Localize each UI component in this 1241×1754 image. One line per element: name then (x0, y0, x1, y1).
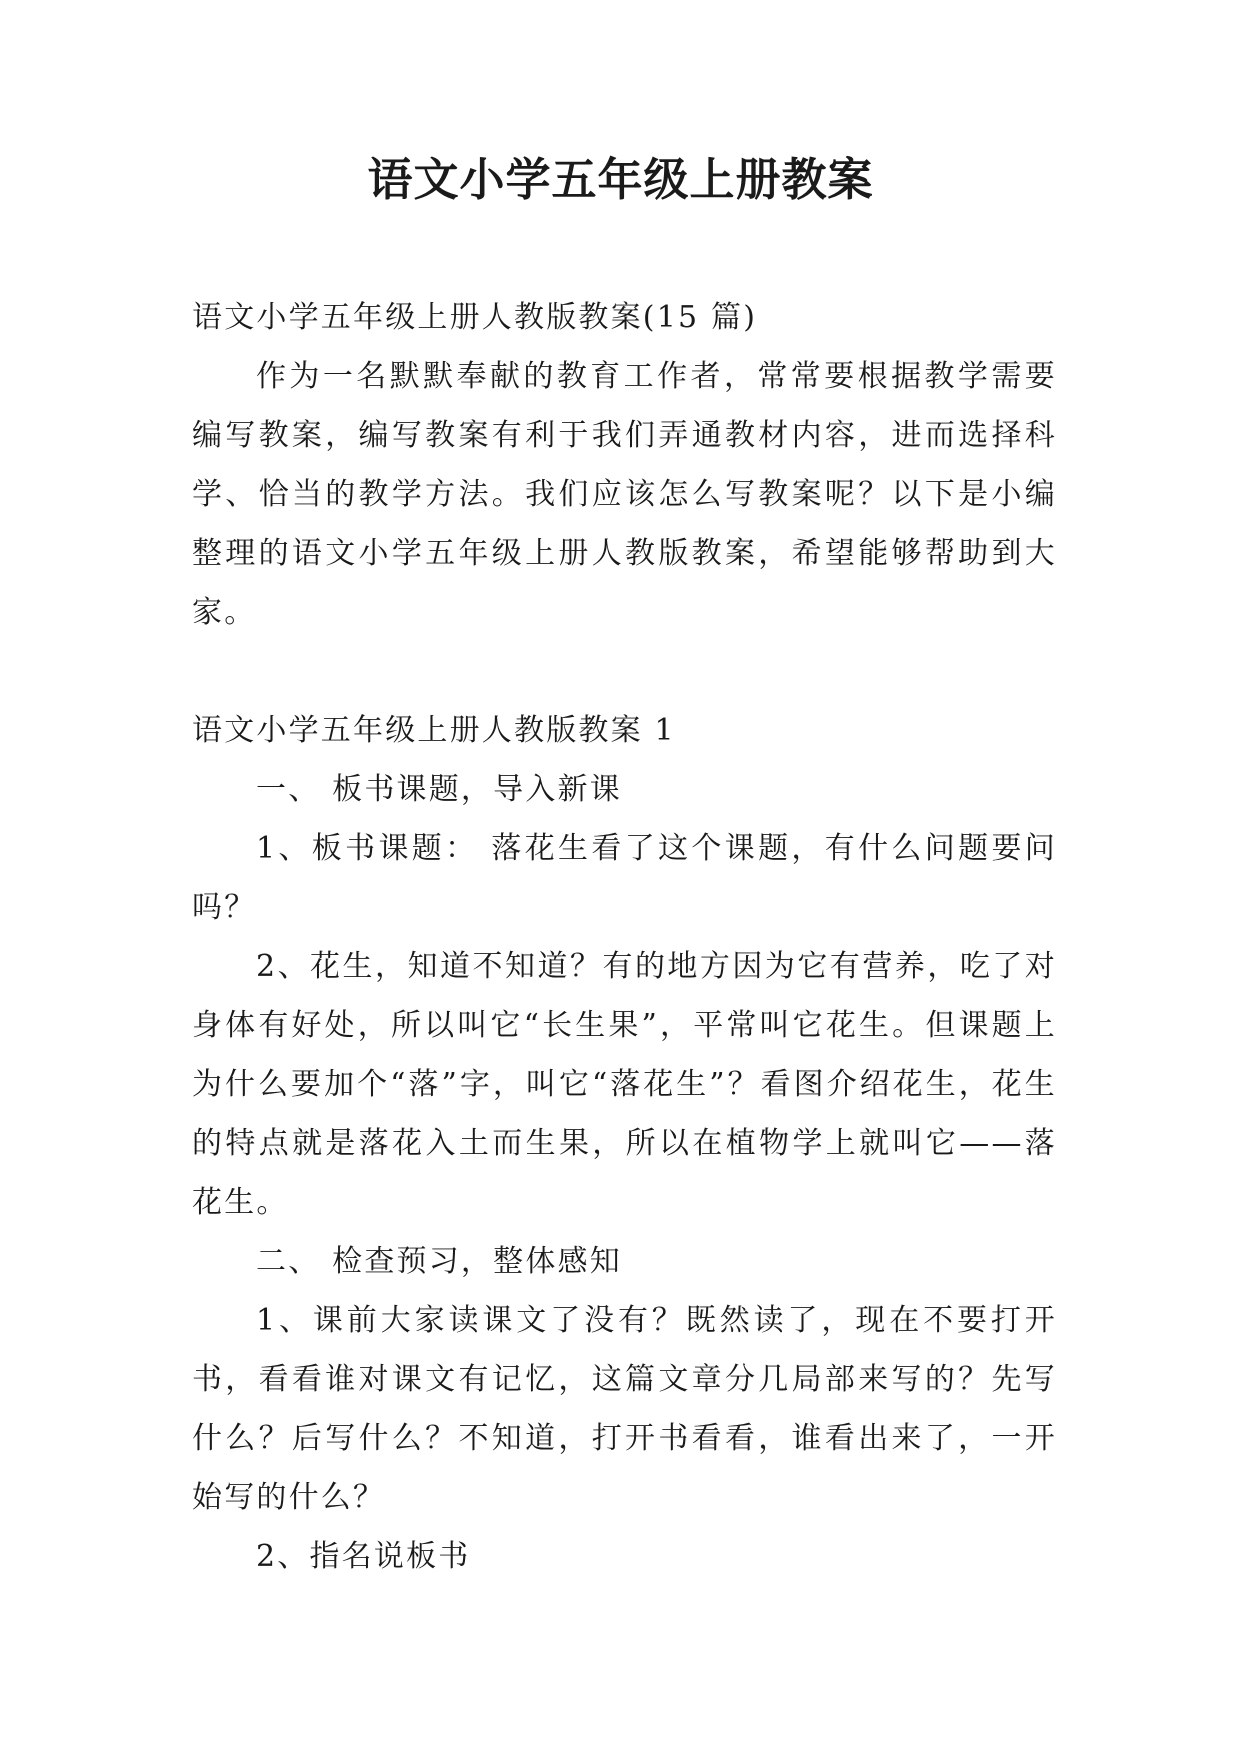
paragraph-item4: 2、指名说板书 (256, 1539, 471, 1574)
paragraph-item2: 2、花生，知道不知道？有的地方因为它有营养，吃了对身体有好处，所以叫它“长生果”，平常叫它花生。但课题上为什么要加个“落”字，叫它“落花生”？看图介绍花生，花生的特点就是落花入土而生果，所以在植物学上就叫它——落花生。 (192, 949, 1057, 1220)
document-subtitle: 语文小学五年级上册人教版教案(15 篇) (192, 300, 758, 335)
document-title: 语文小学五年级上册教案 (367, 153, 874, 206)
paragraph-item1: 1、板书课题： 落花生看了这个课题，有什么问题要问吗？ (192, 831, 1057, 925)
paragraph-item3: 1、课前大家读课文了没有？既然读了，现在不要打开书，看看谁对课文有记忆，这篇文章分几局部来写的？先写什么？后写什么？不知道，打开书看看，谁看出来了，一开始写的什么？ (192, 1303, 1057, 1515)
section-heading: 语文小学五年级上册人教版教案 1 (192, 713, 676, 748)
part1-heading: 一、 板书课题，导入新课 (256, 772, 622, 807)
part2-heading: 二、 检查预习，整体感知 (256, 1244, 622, 1279)
document-body (192, 288, 1057, 1586)
intro-paragraph: 作为一名默默奉献的教育工作者，常常要根据教学需要编写教案，编写教案有利于我们弄通教材内容，进而选择科学、恰当的教学方法。我们应该怎么写教案呢？以下是小编整理的语文小学五年级上册人教版教案，希望能够帮助到大家。 (192, 359, 1057, 630)
